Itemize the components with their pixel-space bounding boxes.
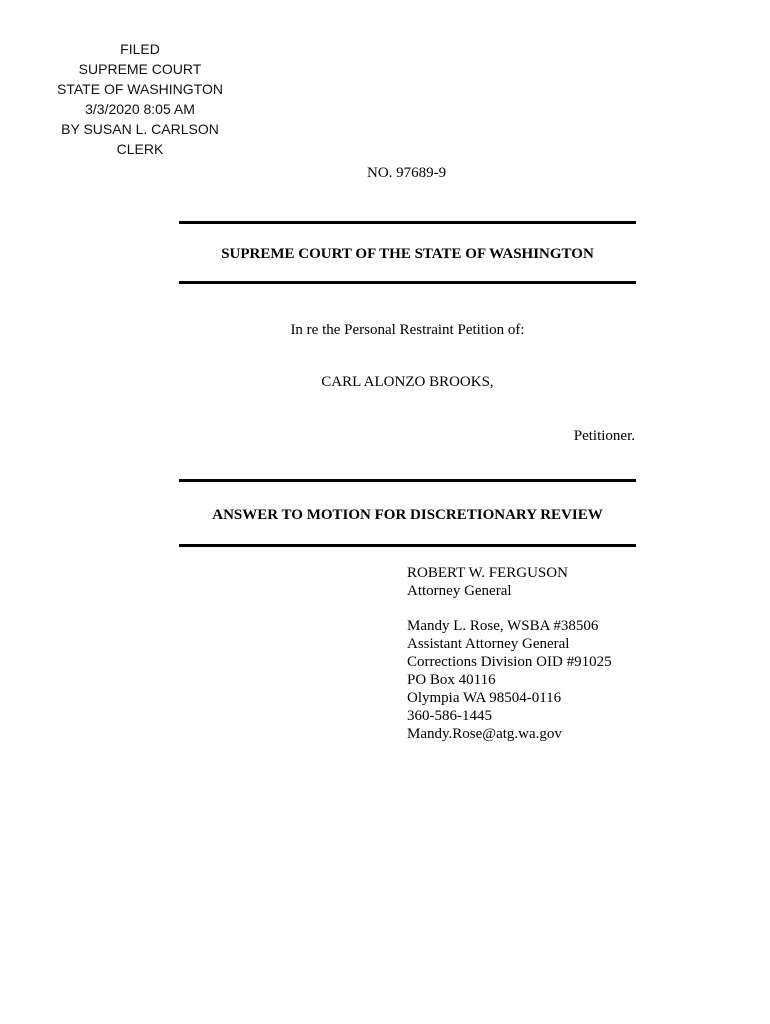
attorney-general-title: Attorney General: [407, 583, 512, 599]
title-rule-2: [179, 544, 636, 547]
stamp-line-clerk: CLERK: [116, 141, 164, 157]
counsel-spacer: [407, 600, 612, 617]
assistant-name: Mandy L. Rose, WSBA #38506: [407, 618, 599, 634]
assistant-division: Corrections Division OID #91025: [407, 654, 612, 670]
assistant-city: Olympia WA 98504-0116: [407, 690, 562, 706]
stamp-line-filed: FILED: [120, 41, 160, 57]
assistant-title: Assistant Attorney General: [407, 636, 570, 652]
court-name: SUPREME COURT OF THE STATE OF WASHINGTON: [221, 246, 594, 262]
attorney-general-name: ROBERT W. FERGUSON: [407, 565, 568, 581]
top-rule-1: [179, 221, 636, 224]
title-rule-1: [179, 479, 636, 482]
petitioner-role: Petitioner.: [573, 428, 635, 444]
top-rule-2: [179, 281, 636, 284]
assistant-phone: 360-586-1445: [407, 708, 492, 724]
counsel-block: [407, 564, 612, 743]
filing-stamp: [40, 39, 240, 159]
document-title: ANSWER TO MOTION FOR DISCRETIONARY REVIEW: [212, 507, 603, 523]
assistant-email: Mandy.Rose@atg.wa.gov: [407, 726, 562, 742]
case-number: NO. 97689-9: [367, 165, 447, 181]
stamp-line-datetime: 3/3/2020 8:05 AM: [85, 101, 195, 117]
assistant-po-box: PO Box 40116: [407, 672, 496, 688]
petitioner-name: CARL ALONZO BROOKS,: [321, 374, 494, 390]
stamp-line-state: STATE OF WASHINGTON: [57, 81, 223, 97]
stamp-line-court: SUPREME COURT: [78, 61, 202, 77]
in-re-line: In re the Personal Restraint Petition of:: [290, 322, 525, 338]
stamp-line-clerk-name: BY SUSAN L. CARLSON: [61, 121, 219, 137]
